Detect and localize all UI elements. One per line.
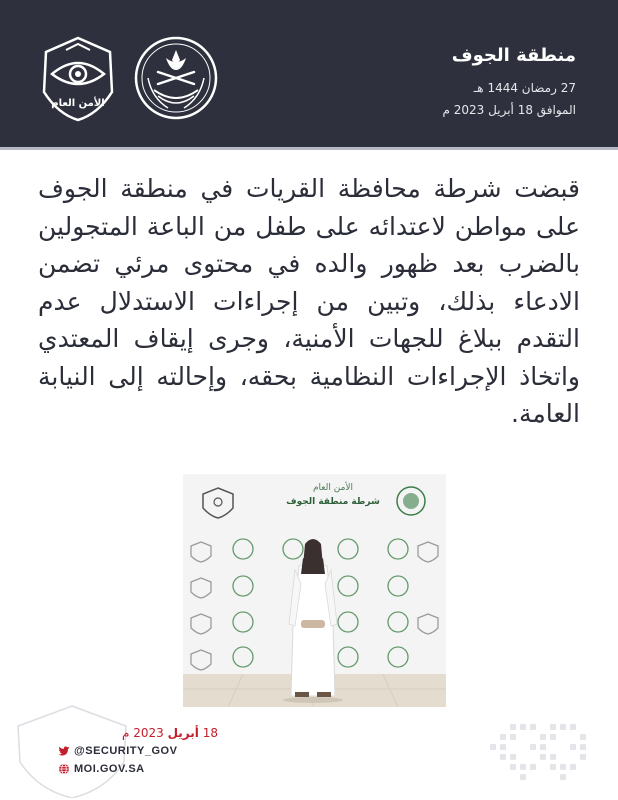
- footer-twitter-row[interactable]: [58, 742, 218, 759]
- website-link[interactable]: MOI.GOV.SA: [74, 762, 145, 775]
- footer-date: [58, 724, 218, 741]
- footer-website-row[interactable]: [58, 760, 218, 777]
- header-divider: [0, 147, 618, 150]
- region-title: منطقة الجوف: [451, 45, 576, 66]
- public-security-logo: [36, 34, 120, 124]
- hijri-date: 27 رمضان 1444 هـ: [473, 81, 576, 95]
- news-photo: [183, 474, 446, 707]
- decorative-dot-pattern: [490, 722, 588, 782]
- footer-date-month: أبريل: [167, 725, 199, 740]
- header-text-block: [443, 44, 576, 118]
- twitter-icon: [58, 745, 70, 757]
- moi-emblem: [134, 36, 218, 120]
- photo-banner-public-security: الأمن العام: [312, 483, 354, 493]
- public-security-logo-text: الأمن العام: [51, 98, 105, 109]
- gregorian-date: الموافق 18 أبريل 2023 م: [442, 103, 576, 117]
- footer-info: [58, 724, 218, 778]
- footer-date-day: 18: [202, 725, 218, 740]
- twitter-handle[interactable]: @SECURITY_GOV: [74, 744, 178, 757]
- globe-icon: [58, 763, 70, 775]
- photo-banner-police: شرطة منطقة الجوف: [286, 497, 380, 507]
- news-body-text: قبضت شرطة محافظة القريات في منطقة الجوف على مواطن لاعتدائه على طفل من الباعة المتجولين بالضرب بعد ظهور والده في محتوى مرئي تضمن الادعاء بذلك، وتبين من إجراءات الاستدلال عدم التقدم ببلاغ للجهات الأمنية، وجرى إيقاف المعتدي واتخاذ الإجراءات النظامية بحقه، وإحالته إلى النيابة العامة.: [38, 174, 580, 428]
- footer-date-year: 2023 م: [121, 725, 164, 740]
- header-bar: [0, 0, 618, 147]
